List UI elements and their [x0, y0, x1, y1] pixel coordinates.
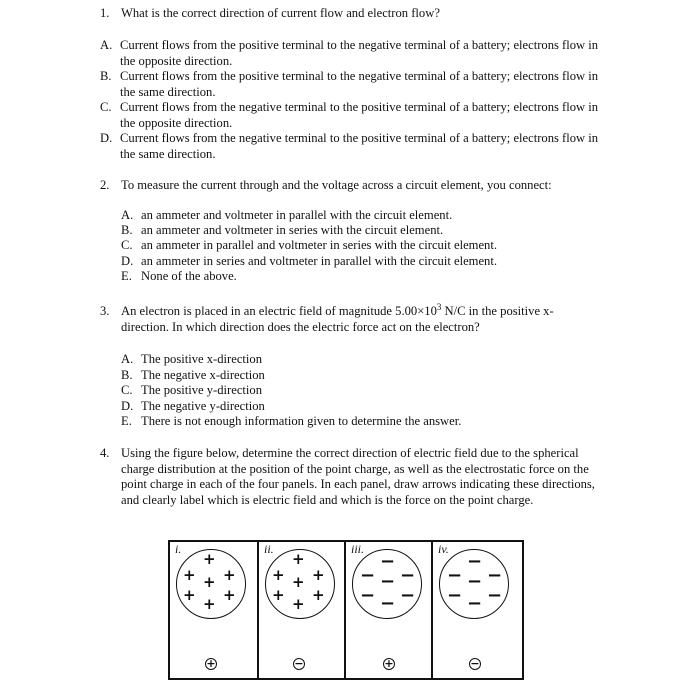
q3-option-b: [121, 368, 601, 384]
q2-option-a: [121, 208, 601, 224]
option-text: The negative y-direction: [141, 399, 265, 413]
sphere-charge-sign: −: [447, 565, 463, 586]
option-letter: C.: [100, 100, 112, 114]
positive-point-charge: +: [206, 657, 216, 670]
q2-option-b: [121, 223, 601, 239]
q1-option-d: [100, 131, 600, 162]
option-letter: A.: [121, 208, 134, 222]
sphere-charge-sign: +: [183, 586, 196, 604]
question-stem: Using the figure below, determine the correct direction of electric field due to the spherical charge distribution at the position of the point charge, as well as the electrostatic force on the point charge in each of the four panels. In each panel, draw arrows indicating these directions, and clearly label which is electric field and which is the force on the point charge.: [121, 446, 595, 507]
q2-option-d: [121, 254, 601, 270]
sphere-charge-sign: −: [380, 551, 396, 572]
question-2: [100, 178, 610, 194]
stem-exponent: 3: [436, 302, 442, 312]
option-text: The positive y-direction: [141, 383, 263, 397]
option-text: Current flows from the negative terminal to the positive terminal of a battery; electrons flow in the opposite direction.: [120, 100, 599, 130]
option-text: an ammeter and voltmeter in parallel with the circuit element.: [141, 208, 453, 222]
sphere-charge-sign: +: [203, 573, 216, 591]
option-text: There is not enough information given to determine the answer.: [141, 414, 462, 428]
question-4: [100, 446, 595, 508]
sphere-charge-sign: −: [380, 593, 396, 614]
panel-i: [170, 542, 257, 678]
sphere-charge-sign: −: [447, 585, 463, 606]
positive-point-charge: +: [384, 657, 394, 670]
q3-option-e: [121, 414, 601, 430]
panel-label: iv.: [438, 542, 449, 556]
sphere-charge-sign: −: [400, 585, 416, 606]
option-text: an ammeter and voltmeter in series with the circuit element.: [141, 223, 444, 237]
sphere-charge-sign: +: [292, 573, 305, 591]
sphere-charge-sign: +: [312, 566, 325, 584]
option-letter: B.: [121, 223, 133, 237]
stem-text: N/C in the positive x-direction. In which direction does the electric force act on the electron?: [121, 304, 554, 334]
option-letter: C.: [121, 383, 133, 397]
option-text: The negative x-direction: [141, 368, 265, 382]
sphere-charge-sign: +: [183, 566, 196, 584]
panel-label: ii.: [264, 542, 274, 556]
option-text: Current flows from the positive terminal to the negative terminal of a battery; electrons flow in the same direction.: [120, 69, 599, 99]
option-text: Current flows from the positive terminal to the negative terminal of a battery; electrons flow in the opposite direction.: [120, 38, 599, 68]
sphere-charge-sign: +: [292, 550, 305, 568]
option-letter: B.: [100, 69, 112, 83]
panel-iv: [431, 542, 522, 678]
panel-label: iii.: [351, 542, 365, 556]
question-1: [100, 6, 610, 22]
question-number: 4.: [100, 446, 110, 460]
panel-ii: [257, 542, 344, 678]
option-text: an ammeter in series and voltmeter in parallel with the circuit element.: [141, 254, 497, 268]
sphere-charge-sign: +: [203, 550, 216, 568]
q3-option-d: [121, 399, 601, 415]
sphere-charge-sign: −: [487, 585, 503, 606]
panel-label: i.: [175, 542, 182, 556]
question-stem: What is the correct direction of current flow and electron flow?: [121, 6, 440, 20]
question-stem: [121, 304, 595, 335]
question-number: 3.: [100, 304, 110, 318]
option-text: The positive x-direction: [141, 352, 263, 366]
q3-option-c: [121, 383, 601, 399]
option-letter: C.: [121, 238, 133, 252]
option-letter: A.: [100, 38, 113, 52]
sphere-charge-sign: −: [467, 571, 483, 592]
sphere-charge-sign: −: [360, 565, 376, 586]
charge-figure: [168, 540, 524, 680]
negative-point-charge: −: [294, 657, 304, 670]
option-letter: D.: [121, 254, 134, 268]
question-stem: To measure the current through and the voltage across a circuit element, you connect:: [121, 178, 552, 192]
question-3: [100, 304, 595, 335]
q2-option-c: [121, 238, 601, 254]
q1-option-b: [100, 69, 600, 100]
sphere-charge-sign: −: [360, 585, 376, 606]
option-letter: A.: [121, 352, 134, 366]
stem-text: An electron is placed in an electric field of magnitude 5.00×10: [121, 304, 437, 318]
q1-option-c: [100, 100, 600, 131]
negative-point-charge: −: [470, 657, 480, 670]
option-letter: E.: [121, 414, 132, 428]
sphere-charge-sign: +: [203, 595, 216, 613]
q1-option-a: [100, 38, 600, 69]
option-text: an ammeter in parallel and voltmeter in series with the circuit element.: [141, 238, 497, 252]
sphere-charge-sign: −: [400, 565, 416, 586]
option-text: None of the above.: [141, 269, 237, 283]
option-letter: B.: [121, 368, 133, 382]
question-number: 1.: [100, 6, 110, 20]
sphere-charge-sign: +: [272, 566, 285, 584]
sphere-charge-sign: −: [487, 565, 503, 586]
sphere-charge-sign: −: [467, 551, 483, 572]
panel-iii: [344, 542, 431, 678]
option-letter: D.: [100, 131, 113, 145]
q2-option-e: [121, 269, 601, 285]
option-letter: D.: [121, 399, 134, 413]
sphere-charge-sign: +: [223, 566, 236, 584]
sphere-charge-sign: +: [312, 586, 325, 604]
option-letter: E.: [121, 269, 132, 283]
sphere-charge-sign: −: [467, 593, 483, 614]
question-number: 2.: [100, 178, 110, 192]
q3-option-a: [121, 352, 601, 368]
sphere-charge-sign: +: [223, 586, 236, 604]
sphere-charge-sign: +: [272, 586, 285, 604]
sphere-charge-sign: −: [380, 571, 396, 592]
option-text: Current flows from the negative terminal to the positive terminal of a battery; electrons flow in the same direction.: [120, 131, 599, 161]
sphere-charge-sign: +: [292, 595, 305, 613]
